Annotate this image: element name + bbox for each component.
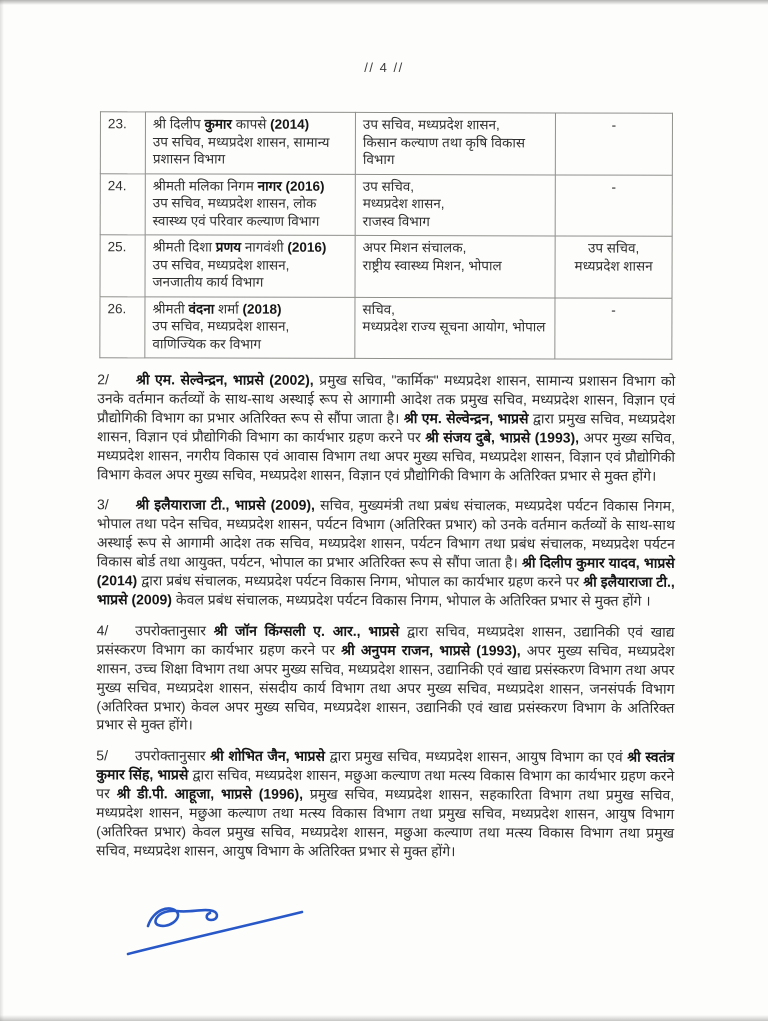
officer-cell [145,235,355,297]
serial-number-cell: 24. [100,173,145,235]
table-row [100,235,672,298]
officer-cell [145,112,355,174]
scan-edge-top [0,0,768,5]
paragraph-number: 3/ [96,496,109,513]
paragraph-3 [97,496,675,611]
table-row [100,173,672,236]
serial-number-cell: 26. [100,296,145,358]
paragraph-text: श्री एम. सेल्वेन्द्रन, भाप्रसे (2002), प्रमुख सचिव, "कार्मिक" मध्यप्रदेश शासन, सामान्य प्रशासन विभाग को उनके वर्तमान कर्तव्यों के साथ-साथ अस्थाई रूप से आगामी आदेश तक प्रमुख सचिव, मध्यप्रदेश शासन, विज्ञान एवं प्रौद्योगिकी विभाग का प्रभार अतिरिक्त रूप से सौंपा जाता है। श्री एम. सेल्वेन्द्रन, भाप्रसे द्वारा प्रमुख सचिव, मध्यप्रदेश शासन, विज्ञान एवं प्रौद्योगिकी विभाग का कार्यभार ग्रहण करने पर श्री संजय दुबे, भाप्रसे (1993), अपर मुख्य सचिव, मध्यप्रदेश शासन, नगरीय विकास एवं आवास विभाग तथा अपर मुख्य सचिव, मध्यप्रदेश शासन, विज्ञान एवं प्रौद्योगिकी विभाग केवल अपर मुख्य सचिव, मध्यप्रदेश शासन, विज्ञान एवं प्रौद्योगिकी विभाग के अतिरिक्त प्रभार से मुक्त होंगे। [97,371,676,484]
remark-cell: - [555,297,672,359]
officer-cell [145,296,355,358]
paragraph-text: श्री इलैयाराजा टी., भाप्रसे (2009), सचिव, मुख्यमंत्री तथा प्रबंध संचालक, मध्यप्रदेश पर्यटन विकास निगम, भोपाल तथा पदेन सचिव, मध्यप्रदेश शासन, पर्यटन विभाग (अतिरिक्त प्रभार) को उनके वर्तमान कर्तव्यों के साथ-साथ अस्थाई रूप से आगामी आदेश तक सचिव, मध्यप्रदेश शासन, पर्यटन विभाग तथा प्रबंध संचालक, मध्यप्रदेश पर्यटन विकास बोर्ड तथा आयुक्त, पर्यटन, भोपाल का प्रभार अतिरिक्त रूप से सौंपा जाता है। श्री दिलीप कुमार यादव, भाप्रसे (2014) द्वारा प्रबंध संचालक, मध्यप्रदेश पर्यटन विकास निगम, भोपाल का कार्यभार ग्रहण करने पर श्री इलैयाराजा टी., भाप्रसे (2009) केवल प्रबंध संचालक, मध्यप्रदेश पर्यटन विकास निगम, भोपाल के अतिरिक्त प्रभार से मुक्त होंगे । [96,496,675,609]
order-paragraphs [96,370,675,861]
officer-name: श्रीमती मलिका निगम नागर (2016) [152,177,325,194]
paragraph-4 [96,621,674,736]
paragraph-number: 5/ [96,747,109,764]
scan-edge-bottom [0,1015,768,1021]
paragraph-text: उपरोक्तानुसार श्री शोभित जैन, भाप्रसे द्वारा प्रमुख सचिव, मध्यप्रदेश शासन, आयुष विभाग का एवं श्री स्वतंत्र कुमार सिंह, भाप्रसे द्वारा सचिव, मध्यप्रदेश शासन, मछुआ कल्याण तथा मत्स्य विकास विभाग का कार्यभार ग्रहण करने पर श्री डी.पी. आहूजा, भाप्रसे (1996), प्रमुख सचिव, मध्यप्रदेश शासन, सहकारिता विभाग तथा प्रमुख सचिव, मध्यप्रदेश शासन, मछुआ कल्याण तथा मत्स्य विकास विभाग तथा प्रमुख सचिव, मध्यप्रदेश शासन, आयुष विभाग (अतिरिक्त प्रभार) केवल प्रमुख सचिव, मध्यप्रदेश शासन, मछुआ कल्याण तथा मत्स्य विकास विभाग तथा प्रमुख सचिव, मध्यप्रदेश शासन, आयुष विभाग के अतिरिक्त प्रभार से मुक्त होंगे। [96,747,675,860]
new-post-cell: उप सचिव, मध्यप्रदेश शासन, किसान कल्याण तथा कृषि विकास विभाग [355,112,555,174]
paragraph-text: उपरोक्तानुसार श्री जॉन किंग्सली ए. आर., भाप्रसे द्वारा सचिव, मध्यप्रदेश शासन, उद्यानिकी एवं खाद्य प्रसंस्करण विभाग का कार्यभार ग्रहण करने पर श्री अनुपम राजन, भाप्रसे (1993), अपर मुख्य सचिव, मध्यप्रदेश शासन, उच्च शिक्षा विभाग तथा अपर मुख्य सचिव, मध्यप्रदेश शासन, उद्यानिकी एवं खाद्य प्रसंस्करण विभाग तथा अपर मुख्य सचिव, मध्यप्रदेश शासन, संसदीय कार्य विभाग तथा अपर मुख्य सचिव, मध्यप्रदेश शासन, जनसंपर्क विभाग (अतिरिक्त प्रभार) केवल अपर मुख्य सचिव, मध्यप्रदेश शासन, उद्यानिकी एवं खाद्य प्रसंस्करण विभाग के अतिरिक्त प्रभार से मुक्त होंगे। [96,622,675,733]
page-number: // 4 // [364,60,404,75]
officer-current-post: उप सचिव, मध्यप्रदेश शासन, वाणिज्यिक कर विभाग [152,318,290,352]
officers-table-body [100,112,673,359]
officer-current-post: उप सचिव, मध्यप्रदेश शासन, जनजातीय कार्य विभाग [152,256,290,290]
officer-cell [145,173,355,235]
serial-number-cell: 25. [100,235,145,297]
officer-current-post: उप सचिव, मध्यप्रदेश शासन, लोक स्वास्थ्य एवं परिवार कल्याण विभाग [152,195,320,229]
officers-table [99,111,673,359]
table-row [100,296,672,359]
scan-edge-left [0,0,4,1021]
paragraph-5 [96,747,674,862]
table-row [100,112,672,175]
paragraph-number: 4/ [96,622,109,639]
document-content [96,111,678,861]
new-post-cell: अपर मिशन संचालक, राष्ट्रीय स्वास्थ्य मिशन, भोपाल [355,235,555,297]
remark-cell: - [555,113,672,175]
new-post-cell: उप सचिव, मध्यप्रदेश शासन, राजस्व विभाग [355,174,555,236]
signature [120,884,325,964]
remark-cell: उप सचिव, मध्यप्रदेश शासन [555,236,672,298]
officer-name: श्री दिलीप कुमार कापसे (2014) [152,116,310,132]
officer-name: श्रीमती वंदना शर्मा (2018) [152,300,282,317]
new-post-cell: सचिव, मध्यप्रदेश राज्य सूचना आयोग, भोपाल [355,297,555,359]
signature-ink [128,908,302,954]
serial-number-cell: 23. [100,112,145,174]
paragraph-2 [97,370,675,485]
officer-current-post: उप सचिव, मध्यप्रदेश शासन, सामान्य प्रशासन विभाग [152,133,330,167]
officer-name: श्रीमती दिशा प्रणय नागवंशी (2016) [152,239,327,255]
paragraph-number: 2/ [97,371,109,388]
remark-cell: - [555,174,672,236]
